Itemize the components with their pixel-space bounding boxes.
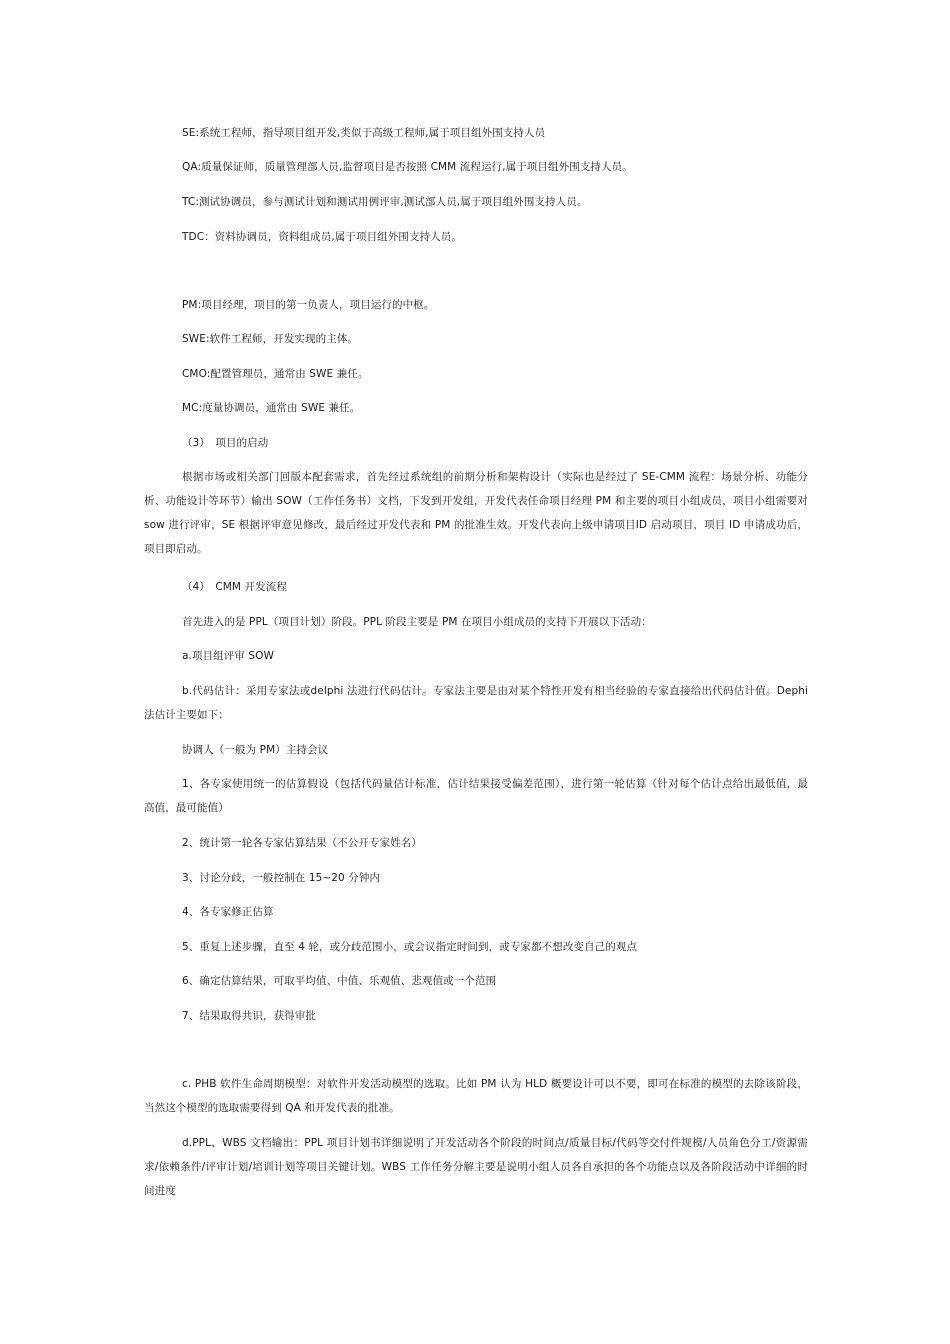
step-1: 1、各专家使用统一的估算假设（包括代码量估计标准，估计结果接受偏差范围），进行第一轮估算（针对每个估计点给出最低值，最高值，最可能值） [144, 778, 808, 814]
role-qa: QA:质量保证师，质量管理部人员,监督项目是否按照 CMM 流程运行,属于项目组外围支持人员。 [182, 161, 633, 173]
step-5: 5、重复上述步骤，直至 4 轮，或分歧范围小，或会议指定时间到，或专家都不想改变自己的观点 [182, 941, 638, 953]
role-pm: PM:项目经理，项目的第一负责人，项目运行的中枢。 [182, 299, 435, 311]
role-tdc: TDC：资料协调员，资料组成员,属于项目组外围支持人员。 [182, 231, 462, 243]
coordinator-line: 协调人（一般为 PM）主持会议 [182, 744, 329, 756]
item-c: c. PHB 软件生命周期模型：对软件开发活动模型的选取。比如 PM 认为 HLD 概要设计可以不要，即可在标准的模型的去除该阶段，当然这个模型的选取需要得到 QA 和开发代表的批准。 [144, 1078, 808, 1114]
role-swe: SWE:软件工程师，开发实现的主体。 [182, 333, 359, 345]
role-tc: TC:测试协调员，参与测试计划和测试用例评审,测试部人员,属于项目组外围支持人员。 [182, 196, 588, 208]
role-se: SE:系统工程师，指导项目组开发,类似于高级工程师,属于项目组外围支持人员 [182, 127, 546, 139]
step-3: 3、讨论分歧，一般控制在 15~20 分钟内 [182, 872, 381, 884]
step-7: 7、结果取得共识，获得审批 [182, 1010, 316, 1022]
item-d: d.PPL、WBS 文档输出：PPL 项目计划书详细说明了开发活动各个阶段的时间点/质量目标/代码等交付件规模/人员角色分工/资源需求/依赖条件/评审计划/培训计划等项目关键计划。WBS 工作任务分解主要是说明小组人员各自承担的各个功能点以及各阶段活动中详细的时间进度 [144, 1137, 808, 1197]
role-mc: MC:度量协调员，通常由 SWE 兼任。 [182, 402, 361, 414]
role-cmo: CMO:配置管理员，通常由 SWE 兼任。 [182, 368, 369, 380]
section-4-heading: （4） CMM 开发流程 [182, 581, 287, 593]
section-4-intro: 首先进入的是 PPL（项目计划）阶段。PPL 阶段主要是 PM 在项目小组成员的支持下开展以下活动： [182, 616, 652, 628]
section-3-body: 根据市场或相关部门回版本配套需求，首先经过系统组的前期分析和架构设计（实际也是经过了 SE-CMM 流程：场景分析、功能分析、功能设计等环节）输出 SOW（工作任务书）文档，下发到开发组，开发代表任命项目经理 PM 和主要的项目小组成员，项目小组需要对 sow 进行评审，SE 根据评审意见修改，最后经过开发代表和 PM 的批准生效。开发代表向上级申请项目ID 启动项目，项目 ID 申请成功后，项目即启动。 [144, 471, 808, 555]
step-2: 2、统计第一轮各专家估算结果（不公开专家姓名） [182, 837, 422, 849]
section-3-heading: （3） 项目的启动 [182, 437, 269, 449]
item-b: b.代码估计：采用专家法或delphi 法进行代码估计。专家法主要是由对某个特性开发有相当经验的专家直接给出代码估计值。Dephi 法估计主要如下： [144, 685, 808, 721]
item-a: a.项目组评审 SOW [182, 650, 275, 662]
step-4: 4、各专家修正估算 [182, 906, 274, 918]
step-6: 6、确定估算结果，可取平均值、中值、乐观值、悲观值或一个范围 [182, 975, 497, 987]
